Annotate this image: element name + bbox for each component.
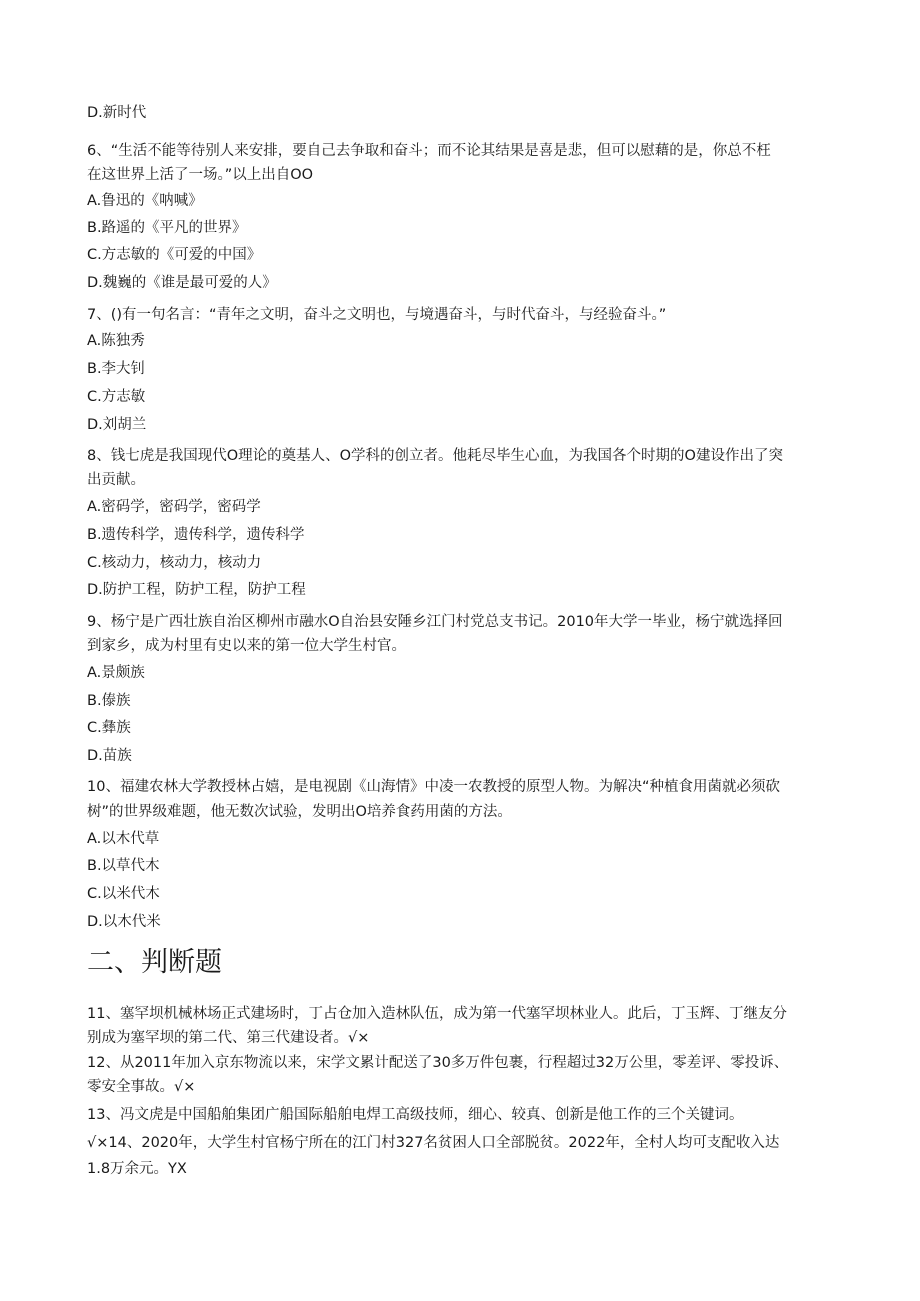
option-9c: C.彝族	[87, 720, 131, 736]
question-7: 7、()有一句名言：“青年之文明，奋斗之文明也，与境遇奋斗，与时代奋斗，与经验奋斗。”	[87, 307, 667, 323]
option-8c: C.核动力，核动力，核动力	[87, 555, 262, 571]
option-10b: B.以草代木	[87, 858, 160, 874]
option-9b: B.傣族	[87, 693, 131, 709]
question-8-line-2: 出贡献。	[87, 472, 145, 488]
question-12-line-2: 零安全事故。√×	[87, 1079, 196, 1095]
option-8b: B.遗传科学，遗传科学，遗传科学	[87, 527, 305, 543]
option-7b: B.李大钊	[87, 361, 146, 377]
option-6d: D.魏巍的《谁是最可爱的人》	[87, 275, 277, 291]
option-10d: D.以木代米	[87, 914, 161, 930]
option-9d: D.苗族	[87, 748, 132, 764]
option-6a: A.鲁迅的《呐喊》	[87, 193, 203, 209]
question-10-line-1: 10、福建农林大学教授林占嬉，是电视剧《山海情》中凌一农教授的原型人物。为解决“种植食用菌就必须砍	[87, 779, 780, 795]
question-9-line-2: 到家乡，成为村里有史以来的第一位大学生村官。	[87, 638, 406, 654]
section-title: 二、判断题	[87, 947, 222, 978]
question-12-line-1: 12、从2011年加入京东物流以来，宋学文累计配送了30多万件包裹，行程超过32万公里，零差评、零投诉、	[87, 1055, 789, 1071]
question-11-line-2: 别成为塞罕坝的第二代、第三代建设者。√×	[87, 1030, 370, 1046]
question-6-line-1: 6、“生活不能等待别人来安排，要自己去争取和奋斗；而不论其结果是喜是悲，但可以慰藉的是，你总不枉	[87, 143, 771, 159]
option-8d: D.防护工程，防护工程，防护工程	[87, 582, 306, 598]
question-14-line-2: 1.8万余元。YX	[87, 1161, 187, 1177]
option-6c: C.方志敏的《可爱的中国》	[87, 247, 262, 263]
option-9a: A.景颇族	[87, 665, 145, 681]
question-14-line-1: √×14、2020年，大学生村官杨宁所在的江门村327名贫困人口全部脱贫。2022年，全村人均可支配收入达	[87, 1135, 780, 1151]
question-9-line-1: 9、杨宁是广西壮族自治区柳州市融水O自治县安陲乡江门村党总支书记。2010年大学一毕业，杨宁就选择回	[87, 614, 783, 630]
question-8-line-1: 8、钱七虎是我国现代O理论的奠基人、O学科的创立者。他耗尽毕生心血，为我国各个时期的O建设作出了突	[87, 448, 783, 464]
option-7d: D.刘胡兰	[87, 417, 147, 433]
option-6b: B.路遥的《平凡的世界》	[87, 220, 247, 236]
option-8a: A.密码学，密码学，密码学	[87, 499, 261, 515]
question-11-line-1: 11、塞罕坝机械林场正式建场时，丁占仓加入造林队伍，成为第一代塞罕坝林业人。此后，丁玉辉、丁继友分	[87, 1006, 787, 1022]
question-10-line-2: 树”的世界级难题，他无数次试验，发明出O培养食药用菌的方法。	[87, 804, 512, 820]
option-5d: D.新时代	[87, 105, 147, 121]
option-10c: C.以米代木	[87, 886, 160, 902]
question-13: 13、冯文虎是中国船舶集团广船国际船舶电焊工高级技师，细心、较真、创新是他工作的三个关键词。	[87, 1107, 744, 1123]
option-7a: A.陈独秀	[87, 333, 145, 349]
question-6-line-2: 在这世界上活了一场。”以上出自OO	[87, 167, 314, 183]
option-10a: A.以木代草	[87, 831, 160, 847]
option-7c: C.方志敏	[87, 389, 146, 405]
